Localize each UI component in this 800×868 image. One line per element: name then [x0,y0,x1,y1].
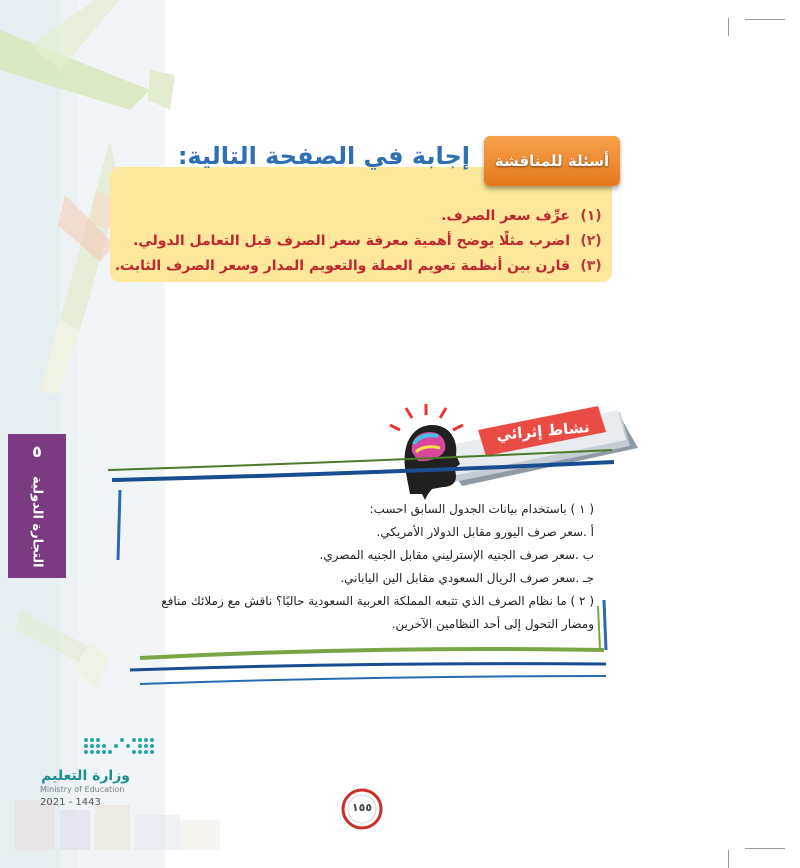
question-number: (١) [580,207,602,224]
question-number: (٢) [580,232,602,249]
ministry-logo-icon [82,734,162,764]
question-number: (٣) [580,257,602,274]
activity-line: أ .سعر صرف اليورو مقابل الدولار الأمريكي. [376,525,594,539]
ministry-name-ar: وزارة التعليم [41,768,130,784]
enrichment-label: نشاط إثرائي [495,417,591,445]
page-number-text: ١٥٥ [351,801,373,814]
activity-line: ( ٢ ) ما نظام الصرف الذي تتبعه المملكة العربية السعودية حاليًا؟ ناقش مع زملائك منافع [161,594,594,608]
activity-text [128,498,594,636]
chapter-title: التجارة الدولية [29,476,45,568]
chapter-number: ٥ [32,442,42,461]
activity-line: ومضار التحول إلى أحد النظامين الآخرين. [391,617,594,631]
activity-line: جـ .سعر صرف الريال السعودي مقابل الين الياباني. [340,571,594,585]
question-text: عرِّف سعر الصرف. [441,207,570,224]
ministry-year: 2021 - 1443 [40,797,101,808]
question-text: اضرب مثلًا يوضح أهمية معرفة سعر الصرف قبل التعامل الدولي. [133,232,570,249]
discussion-heading: إجابة في الصفحة التالية: [177,142,470,170]
activity-line: ب .سعر صرف الجنيه الإسترليني مقابل الجنيه المصري. [319,548,594,562]
page-number [340,787,384,831]
ministry-name-en: Ministry of Education [40,785,125,794]
discussion-badge: أسئلة للمناقشة [484,136,620,186]
activity-line: ( ١ ) باستخدام بيانات الجدول السابق احسب: [369,502,594,516]
question-text: قارن بين أنظمة تعويم العملة والتعويم المدار وسعر الصرف الثابت. [114,257,570,274]
